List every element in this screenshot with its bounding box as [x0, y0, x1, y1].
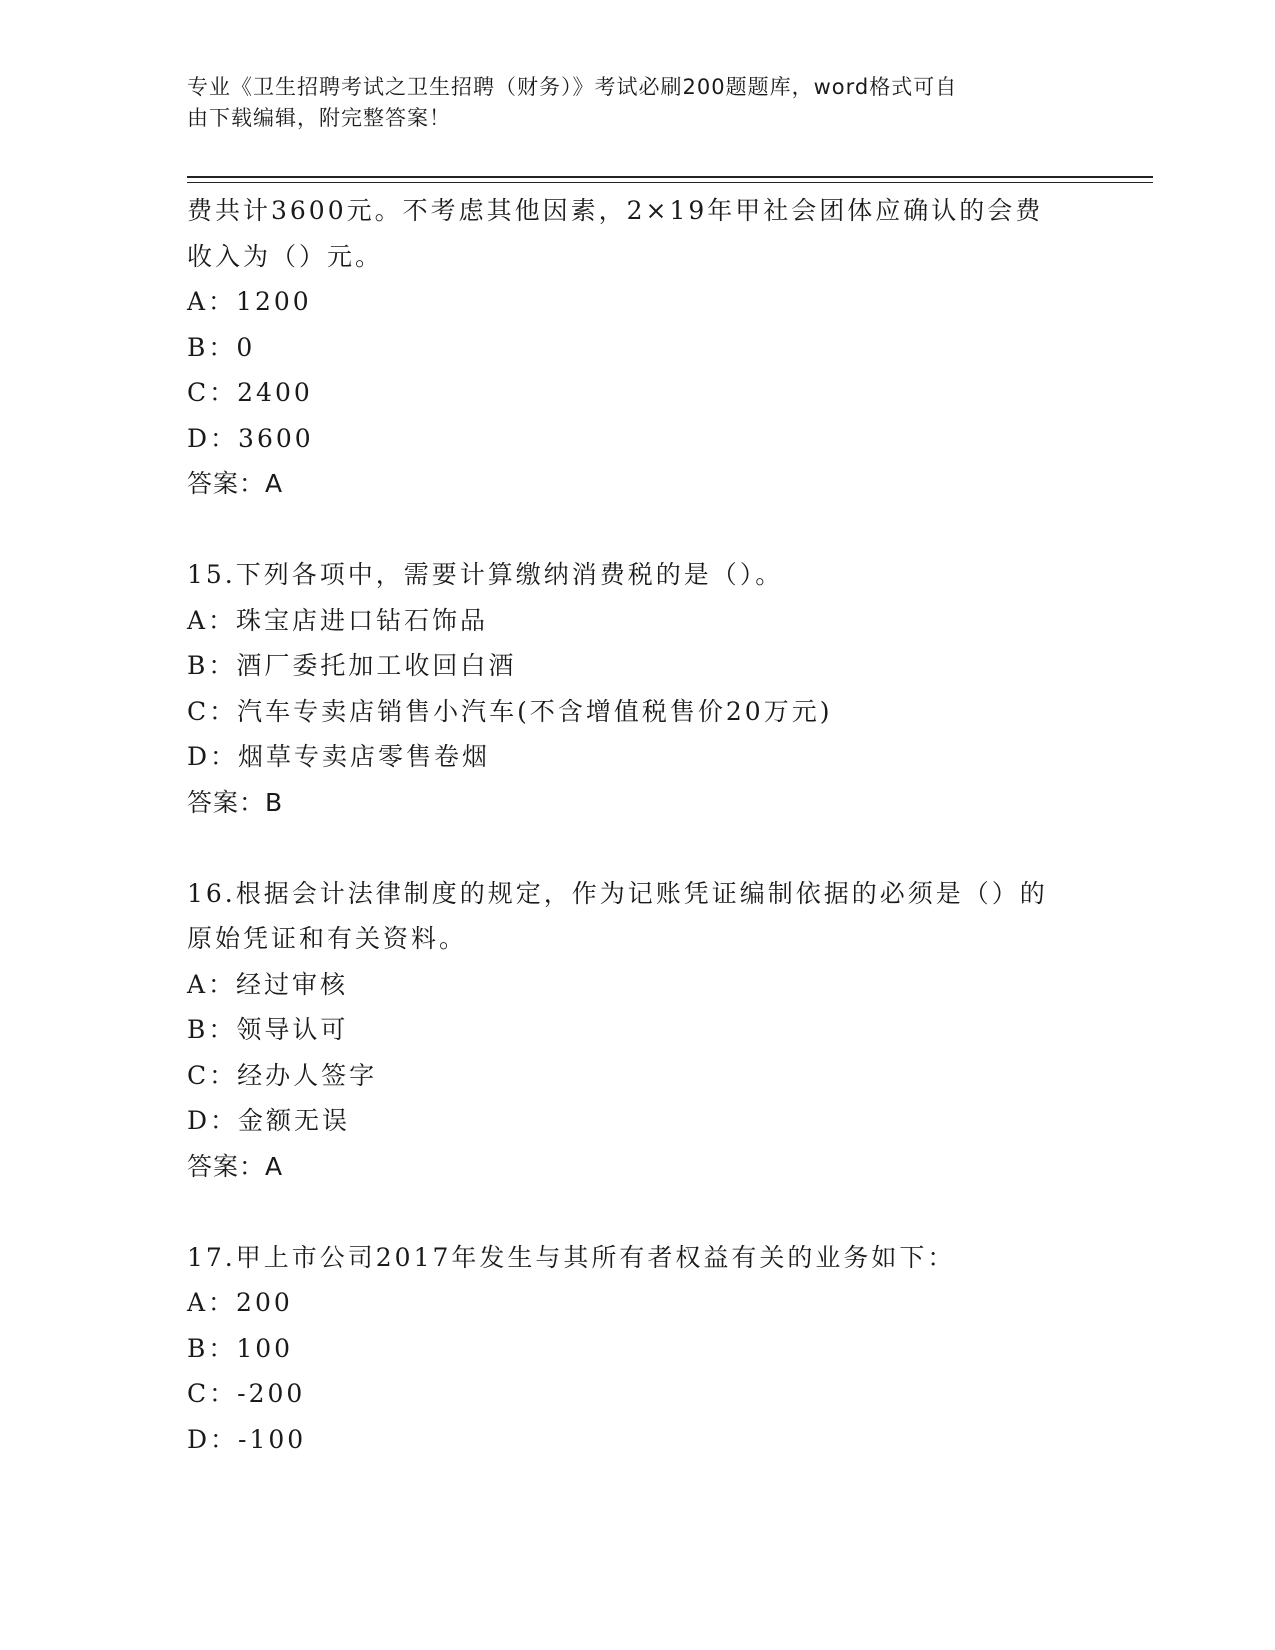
- question-stem: 原始凭证和有关资料。: [187, 924, 468, 953]
- answer: 答案：A: [187, 1151, 284, 1181]
- option-b: B：0: [187, 332, 256, 362]
- header-divider-thick: [187, 176, 1153, 178]
- question-stem: 15.下列各项中，需要计算缴纳消费税的是（）。: [187, 560, 784, 589]
- option-c: C：经办人签字: [187, 1060, 378, 1090]
- header-divider-thin: [187, 182, 1153, 183]
- option-b: B：100: [187, 1333, 294, 1363]
- document-header: [187, 72, 1067, 134]
- option-d: D：金额无误: [187, 1106, 351, 1135]
- spacer: [187, 1189, 1087, 1235]
- spacer: [187, 825, 1087, 871]
- option-a: A：200: [187, 1288, 293, 1317]
- option-a: A：经过审核: [187, 969, 349, 999]
- option-d: D：3600: [187, 423, 314, 453]
- header-line-2: 由下载编辑，附完整答案！: [187, 106, 451, 130]
- option-c: C：2400: [187, 378, 313, 407]
- option-a: A：1200: [187, 287, 312, 316]
- question-stem: 16.根据会计法律制度的规定，作为记账凭证编制依据的必须是（）的: [187, 878, 1048, 908]
- answer: 答案：B: [187, 787, 284, 817]
- question-list: [187, 188, 1087, 1462]
- question-14: [187, 188, 1087, 507]
- question-16: [187, 871, 1087, 1190]
- option-d: D：烟草专卖店零售卷烟: [187, 742, 491, 771]
- question-17: [187, 1235, 1087, 1463]
- option-b: B：领导认可: [187, 1015, 349, 1044]
- option-d: D：-100: [187, 1424, 307, 1454]
- header-line-1: 专业《卫生招聘考试之卫生招聘（财务）》考试必刷200题题库，word格式可自: [187, 75, 958, 99]
- option-a: A：珠宝店进口钻石饰品: [187, 605, 489, 635]
- option-c: C：汽车专卖店销售小汽车(不含增值税售价20万元): [187, 696, 833, 726]
- spacer: [187, 507, 1087, 553]
- question-stem: 收入为（）元。: [187, 241, 384, 271]
- question-stem: 费共计3600元。不考虑其他因素，2×19年甲社会团体应确认的会费: [187, 196, 1044, 225]
- option-c: C：-200: [187, 1379, 306, 1408]
- question-stem: 17.甲上市公司2017年发生与其所有者权益有关的业务如下：: [187, 1242, 956, 1272]
- option-b: B：酒厂委托加工收回白酒: [187, 651, 517, 680]
- answer: 答案：A: [187, 469, 284, 498]
- question-15: [187, 552, 1087, 825]
